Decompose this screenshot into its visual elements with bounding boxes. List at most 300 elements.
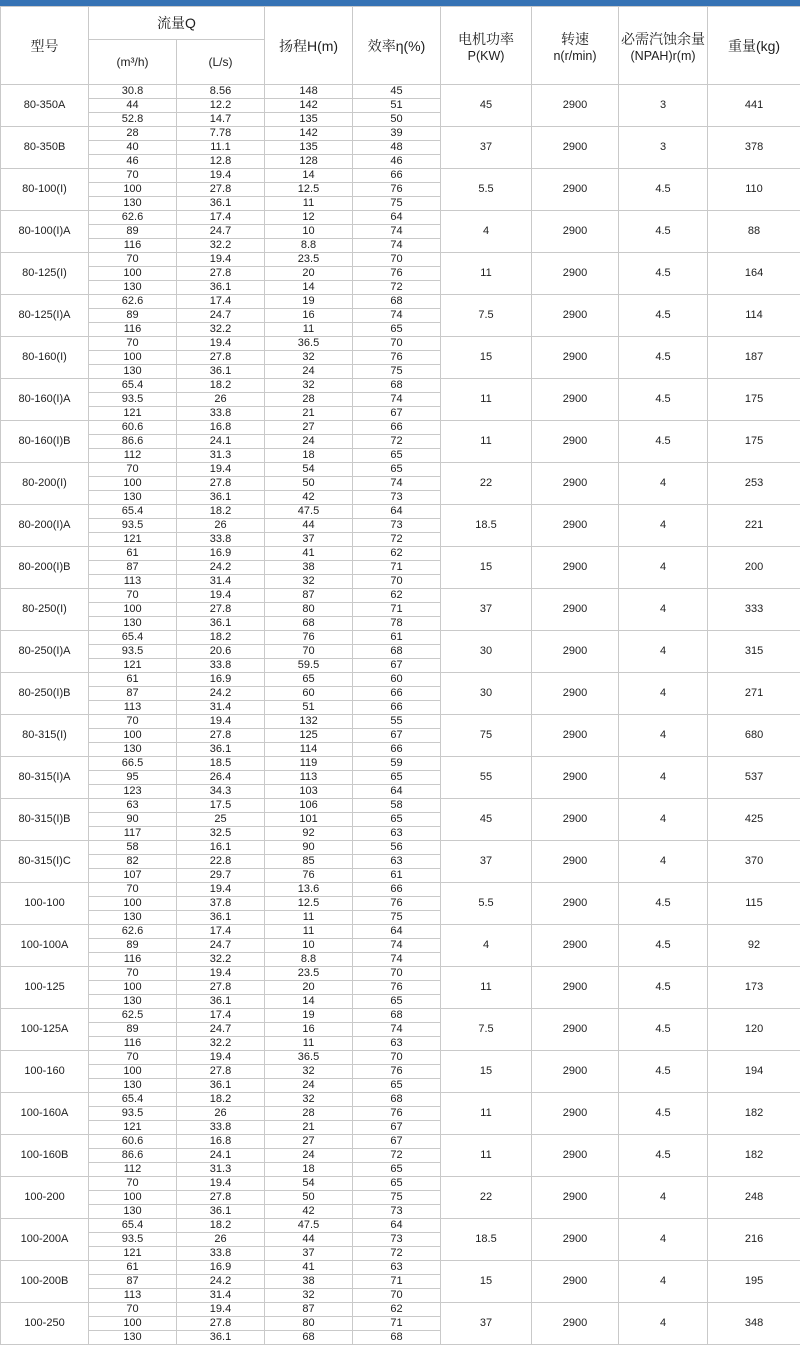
flow-ls-cell: 24.7 (177, 1023, 265, 1037)
efficiency-cell: 73 (353, 519, 441, 533)
npsh-cell: 4.5 (619, 925, 708, 967)
flow-ls-cell: 19.4 (177, 1303, 265, 1317)
efficiency-cell: 64 (353, 505, 441, 519)
col-header-model: 型号 (1, 7, 89, 85)
head-cell: 42 (265, 491, 353, 505)
head-cell: 114 (265, 743, 353, 757)
col-header-weight: 重量(kg) (708, 7, 800, 85)
flow-ls-cell: 27.8 (177, 981, 265, 995)
efficiency-cell: 76 (353, 183, 441, 197)
efficiency-cell: 75 (353, 1191, 441, 1205)
flow-m3h-cell: 121 (89, 659, 177, 673)
efficiency-cell: 76 (353, 1107, 441, 1121)
flow-m3h-cell: 66.5 (89, 757, 177, 771)
flow-ls-cell: 27.8 (177, 603, 265, 617)
table-row (1, 967, 800, 981)
model-cell: 100-200 (1, 1177, 89, 1219)
speed-cell: 2900 (532, 1177, 619, 1219)
flow-ls-cell: 12.2 (177, 99, 265, 113)
weight-cell: 200 (708, 547, 800, 589)
flow-m3h-cell: 121 (89, 1121, 177, 1135)
flow-m3h-cell: 100 (89, 981, 177, 995)
head-cell: 80 (265, 603, 353, 617)
flow-m3h-cell: 116 (89, 239, 177, 253)
efficiency-cell: 67 (353, 407, 441, 421)
flow-ls-cell: 19.4 (177, 967, 265, 981)
flow-m3h-cell: 28 (89, 127, 177, 141)
model-cell: 100-160B (1, 1135, 89, 1177)
efficiency-cell: 71 (353, 561, 441, 575)
efficiency-cell: 51 (353, 99, 441, 113)
flow-m3h-cell: 130 (89, 197, 177, 211)
efficiency-cell: 74 (353, 393, 441, 407)
npsh-cell: 4 (619, 547, 708, 589)
npsh-cell: 3 (619, 85, 708, 127)
flow-ls-cell: 27.8 (177, 1065, 265, 1079)
power-cell: 7.5 (441, 1009, 532, 1051)
efficiency-cell: 72 (353, 1247, 441, 1261)
head-cell: 36.5 (265, 337, 353, 351)
speed-cell: 2900 (532, 631, 619, 673)
flow-ls-cell: 36.1 (177, 995, 265, 1009)
power-cell: 4 (441, 211, 532, 253)
table-row (1, 799, 800, 813)
head-cell: 142 (265, 127, 353, 141)
flow-m3h-cell: 89 (89, 309, 177, 323)
col-header-head: 扬程H(m) (265, 7, 353, 85)
head-cell: 142 (265, 99, 353, 113)
head-cell: 76 (265, 869, 353, 883)
power-cell: 5.5 (441, 169, 532, 211)
table-row (1, 337, 800, 351)
table-row (1, 841, 800, 855)
weight-cell: 425 (708, 799, 800, 841)
head-cell: 103 (265, 785, 353, 799)
efficiency-cell: 65 (353, 1163, 441, 1177)
head-cell: 47.5 (265, 505, 353, 519)
speed-cell: 2900 (532, 211, 619, 253)
speed-cell: 2900 (532, 547, 619, 589)
flow-m3h-cell: 87 (89, 687, 177, 701)
npsh-cell: 4.5 (619, 337, 708, 379)
head-cell: 38 (265, 561, 353, 575)
efficiency-cell: 65 (353, 449, 441, 463)
flow-ls-cell: 24.1 (177, 1149, 265, 1163)
head-cell: 32 (265, 1093, 353, 1107)
flow-m3h-cell: 70 (89, 589, 177, 603)
flow-m3h-cell: 130 (89, 617, 177, 631)
weight-cell: 92 (708, 925, 800, 967)
head-cell: 87 (265, 589, 353, 603)
weight-cell: 315 (708, 631, 800, 673)
power-cell: 22 (441, 463, 532, 505)
efficiency-cell: 74 (353, 953, 441, 967)
speed-cell: 2900 (532, 673, 619, 715)
efficiency-cell: 68 (353, 1331, 441, 1345)
flow-m3h-cell: 100 (89, 1191, 177, 1205)
head-cell: 32 (265, 351, 353, 365)
flow-ls-cell: 17.5 (177, 799, 265, 813)
efficiency-cell: 61 (353, 869, 441, 883)
flow-m3h-cell: 70 (89, 883, 177, 897)
efficiency-cell: 64 (353, 211, 441, 225)
table-row (1, 1009, 800, 1023)
efficiency-cell: 60 (353, 673, 441, 687)
npsh-cell: 4.5 (619, 253, 708, 295)
flow-ls-cell: 18.5 (177, 757, 265, 771)
flow-m3h-cell: 107 (89, 869, 177, 883)
efficiency-cell: 68 (353, 1093, 441, 1107)
npsh-cell: 4 (619, 1219, 708, 1261)
head-cell: 23.5 (265, 253, 353, 267)
table-row (1, 1093, 800, 1107)
flow-ls-cell: 27.8 (177, 351, 265, 365)
head-cell: 50 (265, 1191, 353, 1205)
efficiency-cell: 72 (353, 435, 441, 449)
flow-m3h-cell: 61 (89, 673, 177, 687)
power-cell: 22 (441, 1177, 532, 1219)
col-header-speed-line1: 转速 (532, 29, 618, 49)
flow-m3h-cell: 121 (89, 1247, 177, 1261)
col-header-efficiency: 效率η(%) (353, 7, 441, 85)
flow-m3h-cell: 112 (89, 1163, 177, 1177)
table-row (1, 1177, 800, 1191)
head-cell: 8.8 (265, 953, 353, 967)
speed-cell: 2900 (532, 799, 619, 841)
flow-m3h-cell: 130 (89, 743, 177, 757)
head-cell: 16 (265, 309, 353, 323)
speed-cell: 2900 (532, 421, 619, 463)
head-cell: 59.5 (265, 659, 353, 673)
model-cell: 80-100(I) (1, 169, 89, 211)
flow-ls-cell: 31.3 (177, 1163, 265, 1177)
flow-m3h-cell: 117 (89, 827, 177, 841)
weight-cell: 370 (708, 841, 800, 883)
col-header-npsh-line1: 必需汽蚀余量 (619, 29, 707, 49)
model-cell: 80-250(I)A (1, 631, 89, 673)
efficiency-cell: 59 (353, 757, 441, 771)
flow-m3h-cell: 65.4 (89, 1093, 177, 1107)
flow-ls-cell: 19.4 (177, 169, 265, 183)
efficiency-cell: 76 (353, 981, 441, 995)
flow-m3h-cell: 121 (89, 407, 177, 421)
flow-m3h-cell: 63 (89, 799, 177, 813)
power-cell: 11 (441, 253, 532, 295)
flow-m3h-cell: 89 (89, 939, 177, 953)
weight-cell: 221 (708, 505, 800, 547)
flow-ls-cell: 24.2 (177, 687, 265, 701)
flow-m3h-cell: 90 (89, 813, 177, 827)
col-header-speed-line2: n(r/min) (532, 49, 618, 63)
head-cell: 20 (265, 267, 353, 281)
flow-m3h-cell: 40 (89, 141, 177, 155)
flow-m3h-cell: 112 (89, 449, 177, 463)
flow-ls-cell: 27.8 (177, 477, 265, 491)
efficiency-cell: 72 (353, 533, 441, 547)
efficiency-cell: 70 (353, 337, 441, 351)
head-cell: 21 (265, 407, 353, 421)
flow-ls-cell: 33.8 (177, 407, 265, 421)
power-cell: 75 (441, 715, 532, 757)
flow-ls-cell: 27.8 (177, 729, 265, 743)
model-cell: 80-125(I)A (1, 295, 89, 337)
flow-m3h-cell: 130 (89, 1331, 177, 1345)
weight-cell: 248 (708, 1177, 800, 1219)
flow-ls-cell: 31.4 (177, 575, 265, 589)
table-row (1, 757, 800, 771)
flow-ls-cell: 19.4 (177, 253, 265, 267)
head-cell: 24 (265, 435, 353, 449)
head-cell: 12 (265, 211, 353, 225)
weight-cell: 120 (708, 1009, 800, 1051)
table-row (1, 1051, 800, 1065)
model-cell: 80-160(I)A (1, 379, 89, 421)
head-cell: 85 (265, 855, 353, 869)
efficiency-cell: 74 (353, 225, 441, 239)
efficiency-cell: 65 (353, 1079, 441, 1093)
flow-ls-cell: 24.7 (177, 309, 265, 323)
efficiency-cell: 74 (353, 477, 441, 491)
speed-cell: 2900 (532, 463, 619, 505)
efficiency-cell: 74 (353, 939, 441, 953)
model-cell: 100-100 (1, 883, 89, 925)
speed-cell: 2900 (532, 169, 619, 211)
efficiency-cell: 66 (353, 169, 441, 183)
flow-m3h-cell: 70 (89, 253, 177, 267)
power-cell: 15 (441, 1051, 532, 1093)
head-cell: 37 (265, 1247, 353, 1261)
model-cell: 100-250 (1, 1303, 89, 1345)
model-cell: 100-200B (1, 1261, 89, 1303)
efficiency-cell: 55 (353, 715, 441, 729)
flow-m3h-cell: 113 (89, 575, 177, 589)
head-cell: 47.5 (265, 1219, 353, 1233)
speed-cell: 2900 (532, 715, 619, 757)
flow-m3h-cell: 100 (89, 1065, 177, 1079)
model-cell: 80-315(I)B (1, 799, 89, 841)
efficiency-cell: 65 (353, 771, 441, 785)
power-cell: 37 (441, 1303, 532, 1345)
head-cell: 128 (265, 155, 353, 169)
flow-ls-cell: 31.4 (177, 1289, 265, 1303)
flow-ls-cell: 19.4 (177, 1051, 265, 1065)
head-cell: 119 (265, 757, 353, 771)
table-row (1, 673, 800, 687)
flow-m3h-cell: 70 (89, 1051, 177, 1065)
flow-m3h-cell: 130 (89, 1205, 177, 1219)
flow-ls-cell: 24.2 (177, 561, 265, 575)
efficiency-cell: 46 (353, 155, 441, 169)
npsh-cell: 4 (619, 631, 708, 673)
table-row (1, 505, 800, 519)
efficiency-cell: 73 (353, 1205, 441, 1219)
flow-m3h-cell: 62.6 (89, 211, 177, 225)
flow-m3h-cell: 93.5 (89, 1107, 177, 1121)
efficiency-cell: 65 (353, 323, 441, 337)
npsh-cell: 4.5 (619, 1009, 708, 1051)
flow-m3h-cell: 100 (89, 267, 177, 281)
head-cell: 37 (265, 533, 353, 547)
flow-ls-cell: 24.7 (177, 225, 265, 239)
table-row (1, 1135, 800, 1149)
flow-m3h-cell: 65.4 (89, 631, 177, 645)
model-cell: 80-125(I) (1, 253, 89, 295)
flow-ls-cell: 26 (177, 1107, 265, 1121)
efficiency-cell: 67 (353, 659, 441, 673)
head-cell: 148 (265, 85, 353, 99)
efficiency-cell: 70 (353, 575, 441, 589)
head-cell: 11 (265, 911, 353, 925)
col-header-power-line1: 电机功率 (441, 29, 531, 49)
flow-m3h-cell: 93.5 (89, 1233, 177, 1247)
npsh-cell: 4 (619, 505, 708, 547)
npsh-cell: 4 (619, 1303, 708, 1345)
model-cell: 100-160A (1, 1093, 89, 1135)
flow-m3h-cell: 70 (89, 169, 177, 183)
head-cell: 36.5 (265, 1051, 353, 1065)
flow-ls-cell: 11.1 (177, 141, 265, 155)
efficiency-cell: 65 (353, 1177, 441, 1191)
head-cell: 24 (265, 365, 353, 379)
npsh-cell: 4 (619, 799, 708, 841)
head-cell: 135 (265, 141, 353, 155)
efficiency-cell: 62 (353, 1303, 441, 1317)
power-cell: 37 (441, 589, 532, 631)
npsh-cell: 4 (619, 757, 708, 799)
speed-cell: 2900 (532, 127, 619, 169)
flow-ls-cell: 16.9 (177, 673, 265, 687)
model-cell: 100-100A (1, 925, 89, 967)
flow-m3h-cell: 121 (89, 533, 177, 547)
table-row (1, 127, 800, 141)
power-cell: 5.5 (441, 883, 532, 925)
head-cell: 18 (265, 449, 353, 463)
efficiency-cell: 66 (353, 421, 441, 435)
flow-ls-cell: 19.4 (177, 589, 265, 603)
model-cell: 80-160(I)B (1, 421, 89, 463)
efficiency-cell: 66 (353, 743, 441, 757)
head-cell: 28 (265, 1107, 353, 1121)
head-cell: 14 (265, 281, 353, 295)
col-header-speed (532, 7, 619, 85)
npsh-cell: 4.5 (619, 169, 708, 211)
flow-m3h-cell: 116 (89, 953, 177, 967)
flow-m3h-cell: 89 (89, 225, 177, 239)
table-row (1, 925, 800, 939)
flow-ls-cell: 26 (177, 1233, 265, 1247)
flow-ls-cell: 36.1 (177, 197, 265, 211)
flow-m3h-cell: 62.6 (89, 925, 177, 939)
model-cell: 80-350B (1, 127, 89, 169)
flow-m3h-cell: 60.6 (89, 1135, 177, 1149)
speed-cell: 2900 (532, 841, 619, 883)
efficiency-cell: 65 (353, 463, 441, 477)
npsh-cell: 4 (619, 715, 708, 757)
model-cell: 80-200(I) (1, 463, 89, 505)
flow-m3h-cell: 65.4 (89, 505, 177, 519)
flow-ls-cell: 36.1 (177, 281, 265, 295)
weight-cell: 194 (708, 1051, 800, 1093)
head-cell: 20 (265, 981, 353, 995)
head-cell: 24 (265, 1079, 353, 1093)
head-cell: 44 (265, 519, 353, 533)
flow-ls-cell: 19.4 (177, 715, 265, 729)
weight-cell: 680 (708, 715, 800, 757)
head-cell: 19 (265, 1009, 353, 1023)
weight-cell: 378 (708, 127, 800, 169)
flow-ls-cell: 17.4 (177, 295, 265, 309)
col-header-flow-ls: (L/s) (177, 40, 265, 85)
table-row (1, 631, 800, 645)
npsh-cell: 4 (619, 463, 708, 505)
flow-m3h-cell: 100 (89, 477, 177, 491)
head-cell: 12.5 (265, 183, 353, 197)
efficiency-cell: 62 (353, 547, 441, 561)
weight-cell: 187 (708, 337, 800, 379)
model-cell: 100-125A (1, 1009, 89, 1051)
flow-m3h-cell: 70 (89, 1177, 177, 1191)
flow-m3h-cell: 93.5 (89, 393, 177, 407)
efficiency-cell: 45 (353, 85, 441, 99)
flow-m3h-cell: 61 (89, 547, 177, 561)
flow-m3h-cell: 130 (89, 281, 177, 295)
head-cell: 14 (265, 169, 353, 183)
efficiency-cell: 68 (353, 379, 441, 393)
flow-m3h-cell: 44 (89, 99, 177, 113)
npsh-cell: 4 (619, 1261, 708, 1303)
head-cell: 106 (265, 799, 353, 813)
flow-m3h-cell: 70 (89, 967, 177, 981)
model-cell: 80-315(I) (1, 715, 89, 757)
efficiency-cell: 50 (353, 113, 441, 127)
flow-m3h-cell: 61 (89, 1261, 177, 1275)
flow-ls-cell: 26 (177, 393, 265, 407)
power-cell: 55 (441, 757, 532, 799)
head-cell: 27 (265, 1135, 353, 1149)
flow-ls-cell: 36.1 (177, 1205, 265, 1219)
head-cell: 11 (265, 1037, 353, 1051)
npsh-cell: 4.5 (619, 1135, 708, 1177)
flow-ls-cell: 31.3 (177, 449, 265, 463)
power-cell: 11 (441, 1135, 532, 1177)
weight-cell: 182 (708, 1135, 800, 1177)
head-cell: 11 (265, 925, 353, 939)
flow-ls-cell: 33.8 (177, 1247, 265, 1261)
head-cell: 13.6 (265, 883, 353, 897)
flow-m3h-cell: 30.8 (89, 85, 177, 99)
head-cell: 41 (265, 547, 353, 561)
model-cell: 80-100(I)A (1, 211, 89, 253)
efficiency-cell: 72 (353, 1149, 441, 1163)
head-cell: 12.5 (265, 897, 353, 911)
npsh-cell: 4 (619, 1177, 708, 1219)
model-cell: 80-350A (1, 85, 89, 127)
flow-ls-cell: 22.8 (177, 855, 265, 869)
flow-ls-cell: 32.2 (177, 239, 265, 253)
flow-m3h-cell: 113 (89, 1289, 177, 1303)
flow-m3h-cell: 70 (89, 337, 177, 351)
flow-ls-cell: 19.4 (177, 883, 265, 897)
efficiency-cell: 66 (353, 687, 441, 701)
npsh-cell: 4 (619, 673, 708, 715)
power-cell: 30 (441, 631, 532, 673)
head-cell: 11 (265, 323, 353, 337)
flow-m3h-cell: 123 (89, 785, 177, 799)
flow-ls-cell: 20.6 (177, 645, 265, 659)
flow-ls-cell: 27.8 (177, 183, 265, 197)
flow-ls-cell: 27.8 (177, 1317, 265, 1331)
col-header-npsh (619, 7, 708, 85)
